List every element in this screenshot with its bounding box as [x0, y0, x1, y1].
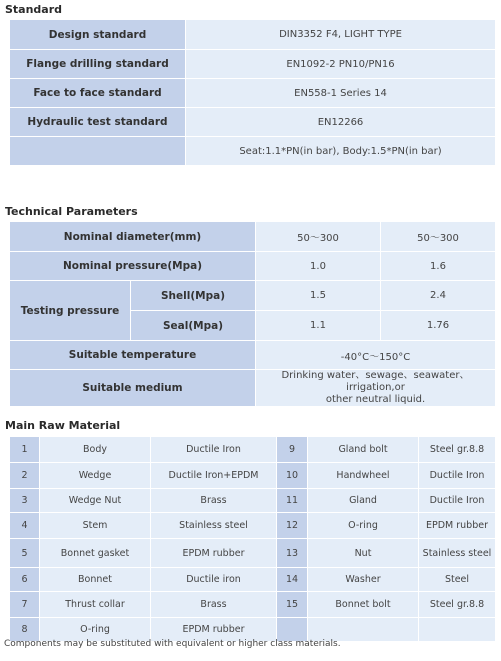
part-material: Stainless steel: [151, 513, 276, 538]
material-section-title: Main Raw Material: [5, 419, 121, 432]
part-name: Stem: [40, 513, 150, 538]
table-row: [10, 281, 495, 310]
part-name: Handwheel: [308, 463, 418, 488]
table-row: [10, 137, 495, 165]
part-material: Brass: [151, 592, 276, 617]
part-material: [419, 618, 495, 641]
param-sublabel: Seal(Mpa): [131, 311, 255, 340]
part-number: 4: [10, 513, 39, 538]
part-material: EPDM rubber: [151, 618, 276, 641]
part-number: 15: [277, 592, 307, 617]
param-value: 2.4: [381, 281, 495, 310]
param-value: 1.0: [256, 252, 380, 280]
part-number: 3: [10, 489, 39, 512]
table-row: [10, 341, 495, 369]
standard-label: Face to face standard: [10, 79, 185, 107]
part-number: 2: [10, 463, 39, 488]
part-number: 1: [10, 437, 39, 462]
table-row: [10, 108, 495, 136]
part-number: 9: [277, 437, 307, 462]
param-value: 1.1: [256, 311, 380, 340]
param-value: 50～300: [256, 222, 380, 251]
part-number: 14: [277, 568, 307, 591]
param-value: [256, 370, 495, 406]
part-name: O-ring: [40, 618, 150, 641]
param-label: Nominal diameter(mm): [10, 222, 255, 251]
standard-label: Design standard: [10, 20, 185, 49]
part-number: [277, 618, 307, 641]
part-number: 8: [10, 618, 39, 641]
part-material: EPDM rubber: [419, 513, 495, 538]
param-value: 1.76: [381, 311, 495, 340]
part-material: Steel: [419, 568, 495, 591]
table-row: [10, 618, 495, 641]
standard-label: Hydraulic test standard: [10, 108, 185, 136]
param-label: Testing pressure: [10, 281, 130, 340]
part-name: Wedge: [40, 463, 150, 488]
part-name: Thrust collar: [40, 592, 150, 617]
part-name: Gland: [308, 489, 418, 512]
param-value: -40°C～150°C: [256, 341, 495, 369]
standard-section-title: Standard: [5, 3, 63, 16]
table-row: [10, 489, 495, 512]
table-row: [10, 222, 495, 251]
standard-value: EN12266: [186, 108, 495, 136]
part-material: Ductile Iron: [419, 463, 495, 488]
param-sublabel: Shell(Mpa): [131, 281, 255, 310]
part-material: Brass: [151, 489, 276, 512]
medium-line-2: other neutral liquid.: [325, 394, 426, 405]
standard-label: Flange drilling standard: [10, 50, 185, 78]
table-row: [10, 252, 495, 280]
table-row: [10, 370, 495, 406]
substitution-note: Components may be substituted with equivalent or higher class materials.: [4, 639, 341, 649]
part-name: Bonnet: [40, 568, 150, 591]
table-row: [10, 20, 495, 49]
part-number: 10: [277, 463, 307, 488]
part-name: Bonnet gasket: [40, 539, 150, 567]
table-row: [10, 513, 495, 538]
part-material: EPDM rubber: [151, 539, 276, 567]
standard-value: Seat:1.1*PN(in bar), Body:1.5*PN(in bar): [186, 137, 495, 165]
param-label: Suitable temperature: [10, 341, 255, 369]
part-number: 5: [10, 539, 39, 567]
part-material: Ductile Iron: [419, 489, 495, 512]
standard-label: [10, 137, 185, 165]
part-number: 6: [10, 568, 39, 591]
part-material: Stainless steel: [419, 539, 495, 567]
param-value: 50～300: [381, 222, 495, 251]
table-row: [10, 437, 495, 462]
part-number: 11: [277, 489, 307, 512]
part-number: 13: [277, 539, 307, 567]
technical-table: [9, 221, 496, 407]
part-name: Nut: [308, 539, 418, 567]
part-name: [308, 618, 418, 641]
part-number: 12: [277, 513, 307, 538]
part-name: Gland bolt: [308, 437, 418, 462]
standard-value: EN1092-2 PN10/PN16: [186, 50, 495, 78]
param-label: Suitable medium: [10, 370, 255, 406]
standard-table: [9, 19, 496, 166]
table-row: [10, 463, 495, 488]
part-material: Ductile Iron+EPDM: [151, 463, 276, 488]
part-material: Steel gr.8.8: [419, 592, 495, 617]
param-value: 1.6: [381, 252, 495, 280]
part-name: O-ring: [308, 513, 418, 538]
standard-value: DIN3352 F4, LIGHT TYPE: [186, 20, 495, 49]
table-row: [10, 50, 495, 78]
material-table: [9, 436, 496, 642]
standard-value: EN558-1 Series 14: [186, 79, 495, 107]
technical-section-title: Technical Parameters: [5, 205, 138, 218]
part-material: Ductile Iron: [151, 437, 276, 462]
medium-line-1: Drinking water、sewage、seawater、irrigation,or: [281, 370, 470, 393]
part-name: Bonnet bolt: [308, 592, 418, 617]
part-material: Ductile iron: [151, 568, 276, 591]
table-row: [10, 592, 495, 617]
part-name: Washer: [308, 568, 418, 591]
table-row: [10, 539, 495, 567]
part-name: Body: [40, 437, 150, 462]
part-material: Steel gr.8.8: [419, 437, 495, 462]
param-label: Nominal pressure(Mpa): [10, 252, 255, 280]
part-name: Wedge Nut: [40, 489, 150, 512]
part-number: 7: [10, 592, 39, 617]
table-row: [10, 568, 495, 591]
param-value: 1.5: [256, 281, 380, 310]
table-row: [10, 79, 495, 107]
